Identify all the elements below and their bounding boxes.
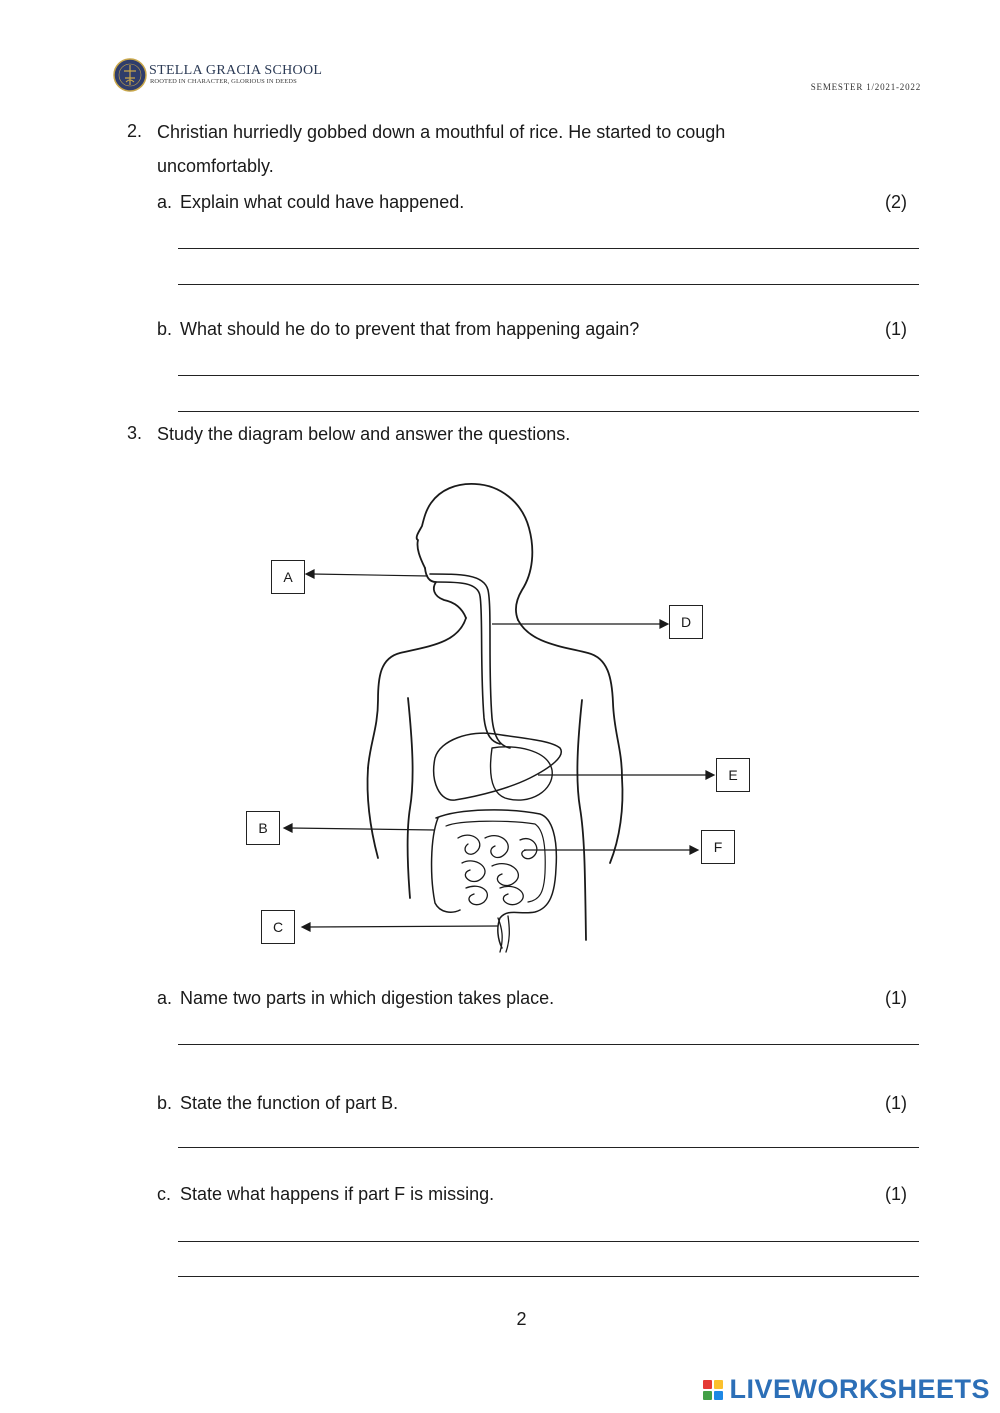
question-3b-text: State the function of part B.	[180, 1093, 399, 1113]
logo-square-3	[703, 1391, 712, 1400]
question-3a-text: Name two parts in which digestion takes place.	[180, 988, 555, 1008]
pointer-line-b	[290, 828, 435, 830]
stomach-outline	[491, 747, 553, 800]
pointer-arrow-e	[706, 771, 714, 779]
left-shoulder-outline	[368, 618, 466, 768]
diagram-label-f: F	[701, 830, 735, 864]
question-2-text-line2: uncomfortably.	[157, 156, 274, 176]
answer-line-2a-2[interactable]	[178, 264, 919, 285]
answer-line-2a-1[interactable]	[178, 228, 919, 249]
question-2a-prefix: a.	[157, 192, 173, 212]
question-3a-prefix: a.	[157, 988, 173, 1008]
diagram-label-c: C	[261, 910, 295, 944]
question-3-text: Study the diagram below and answer the questions.	[157, 424, 571, 444]
small-intestine-outline	[458, 835, 537, 905]
question-2-text-line1: Christian hurriedly gobbed down a mouthful of rice. He started to cough	[157, 122, 726, 142]
school-crest-icon	[113, 58, 147, 92]
answer-line-2b-1[interactable]	[178, 355, 919, 376]
page-number: 2	[516, 1309, 527, 1329]
pointer-arrow-f	[690, 846, 698, 854]
human-body-outline	[230, 478, 770, 963]
question-3c-prefix: c.	[157, 1184, 172, 1204]
right-shoulder-outline	[518, 620, 622, 778]
question-3c-marks: (1)	[885, 1184, 907, 1204]
pointer-arrow-b	[284, 824, 292, 832]
question-2b-prefix: b.	[157, 319, 173, 339]
pointer-arrow-d	[660, 620, 668, 628]
question-3-number: 3.	[127, 423, 143, 443]
liveworksheets-logo[interactable]	[703, 1374, 990, 1405]
question-2b-marks: (1)	[885, 319, 907, 339]
question-3c-text: State what happens if part F is missing.	[180, 1184, 495, 1204]
liveworksheets-grid-icon	[703, 1380, 723, 1400]
head-outline	[417, 484, 533, 620]
pointer-line-a	[312, 574, 428, 576]
question-3b-prefix: b.	[157, 1093, 173, 1113]
large-intestine-outline	[432, 810, 557, 948]
diagram-label-e: E	[716, 758, 750, 792]
logo-square-1	[703, 1380, 712, 1389]
large-intestine-inner-outline	[446, 821, 545, 902]
digestive-system-diagram	[230, 478, 770, 963]
logo-square-2	[714, 1380, 723, 1389]
pointer-arrow-a	[306, 570, 314, 578]
question-2a-text: Explain what could have happened.	[180, 192, 465, 212]
answer-line-2b-2[interactable]	[178, 391, 919, 412]
diagram-label-d: D	[669, 605, 703, 639]
diagram-label-b: B	[246, 811, 280, 845]
answer-line-3a-1[interactable]	[178, 1024, 919, 1045]
left-arm-outline	[367, 768, 378, 858]
answer-line-3b-1[interactable]	[178, 1127, 919, 1148]
left-torso-outline	[408, 698, 413, 898]
school-logo	[113, 58, 147, 92]
answer-line-3c-1[interactable]	[178, 1221, 919, 1242]
question-3a-marks: (1)	[885, 988, 907, 1008]
liveworksheets-brand: LIVEWORKSHEETS	[729, 1374, 990, 1404]
rectum-outline	[498, 916, 509, 952]
pointer-arrow-c	[302, 923, 310, 931]
question-2a-marks: (2)	[885, 192, 907, 212]
question-2-number: 2.	[127, 121, 143, 141]
answer-line-3c-2[interactable]	[178, 1256, 919, 1277]
right-torso-outline	[577, 700, 586, 940]
school-motto: ROOTED IN CHARACTER, GLORIOUS IN DEEDS	[150, 78, 297, 85]
diagram-label-a: A	[271, 560, 305, 594]
pointer-line-c	[308, 926, 498, 927]
question-3b-marks: (1)	[885, 1093, 907, 1113]
semester-label: SEMESTER 1/2021-2022	[810, 82, 921, 92]
question-2b-text: What should he do to prevent that from happening again?	[180, 319, 640, 339]
school-name: STELLA GRACIA SCHOOL	[149, 63, 323, 78]
logo-square-4	[714, 1391, 723, 1400]
